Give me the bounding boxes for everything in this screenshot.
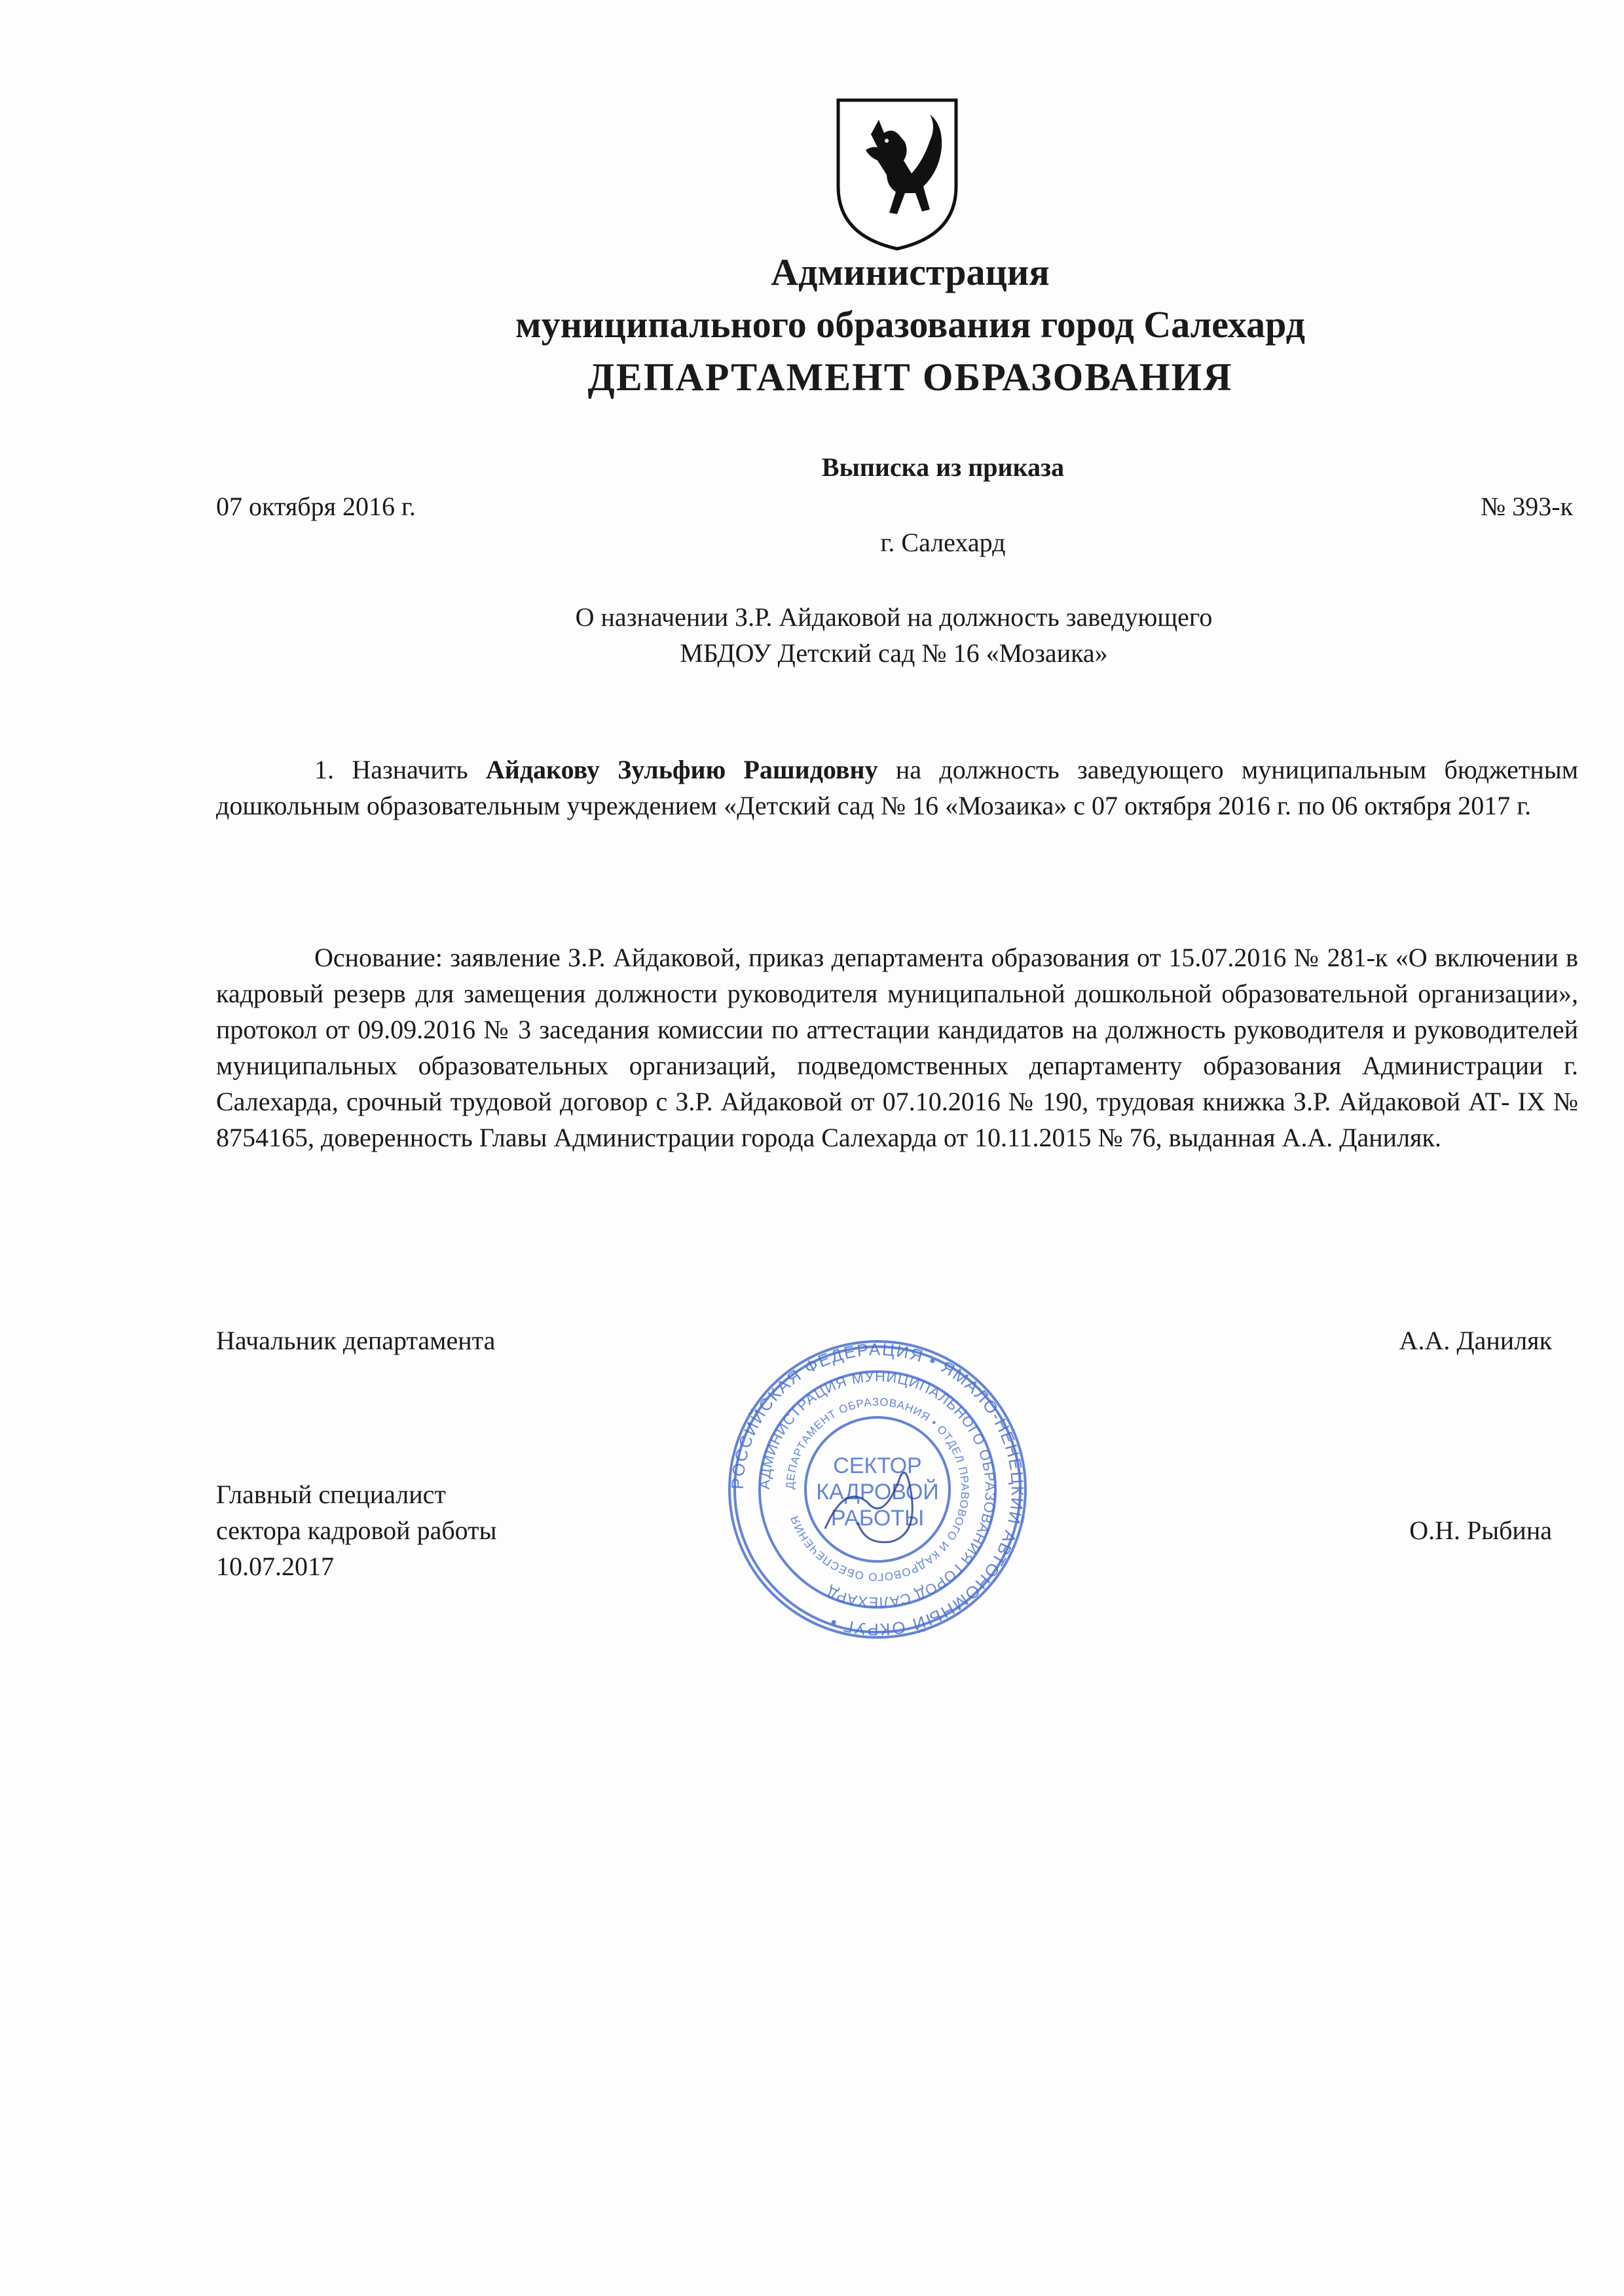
document-subject [0, 599, 1624, 671]
stamp-center-line-1: СЕКТОР [833, 1453, 922, 1478]
paragraph-basis: Основание: заявление З.Р. Айдаковой, приказ департамента образования от 15.07.2016 № 281-к «О включении в кадровый резерв для замещения должности руководителя муниципальной дошкольной образовательной организации», протокол от 09.09.2016 № 3 заседания комиссии по аттестации кандидатов на должность руководителя и руководителей муниципальных образовательных организаций, подведомственных департаменту образования Администрации г. Салехарда, срочный трудовой договор с З.Р. Айдаковой от 07.10.2016 № 190, трудовая книжка З.Р. Айдаковой АТ- IX № 8754165, доверенность Главы Администрации города Салехарда от 10.11.2015 № 76, выданная А.А. Даниляк. [216, 943, 1578, 1152]
head-name: А.А. Даниляк [1399, 1326, 1552, 1355]
org-line-3: ДЕПАРТАМЕНТ ОБРАЗОВАНИЯ [587, 355, 1233, 399]
org-line-2: муниципального образования город Салехард [515, 303, 1305, 346]
document-city: г. Салехард [880, 528, 1006, 557]
stamp-middle-text: АДМИНИСТРАЦИЯ МУНИЦИПАЛЬНОГО ОБРАЗОВАНИЯ ГОРОД САЛЕХАРД [756, 1368, 999, 1611]
stamp-center-line-2: КАДРОВОЙ [816, 1480, 939, 1504]
subject-line-2: МБДОУ Детский сад № 16 «Мозаика» [680, 638, 1108, 668]
p1-suffix: на должность заведующего муниципальным бюджетным дошкольным образовательным учреждением «Детский сад № 16 «Мозаика» с 07 октября 2016 г. по 06 октября 2017 г. [216, 755, 1579, 820]
official-stamp [727, 1339, 1028, 1640]
head-title: Начальник департамента [216, 1326, 496, 1355]
stamp-inner-text: ДЕПАРТАМЕНТ ОБРАЗОВАНИЯ • ОТДЕЛ ПРАВОВОГО И КАДРОВОГО ОБЕСПЕЧЕНИЯ [783, 1395, 972, 1584]
specialist-name: О.Н. Рыбина [1409, 1516, 1552, 1545]
document-date: 07 октября 2016 г. [216, 492, 416, 521]
document-number: № 393-к [1481, 492, 1573, 521]
document-type: Выписка из приказа [821, 452, 1065, 482]
specialist-title-2: сектора кадровой работы [216, 1516, 497, 1545]
org-line-1: Администрация [771, 251, 1050, 293]
coat-of-arms-icon [832, 95, 963, 252]
stamp-outer-text: РОССИЙСКАЯ ФЕДЕРАЦИЯ • ЯМАЛО-НЕНЕЦКИЙ АВТОНОМНЫЙ ОКРУГ • [727, 1339, 1028, 1640]
appointee-name: Айдакову Зульфию Рашидовну [485, 755, 878, 784]
paragraph-appointment [216, 752, 1578, 824]
p1-prefix: 1. Назначить [314, 755, 486, 784]
specialist-title-1: Главный специалист [216, 1480, 446, 1509]
stamp-center-line-3: РАБОТЫ [830, 1506, 925, 1531]
specialist-block [216, 1476, 497, 1584]
specialist-date: 10.07.2017 [216, 1552, 334, 1581]
subject-line-1: О назначении З.Р. Айдаковой на должность заведующего [575, 602, 1213, 632]
